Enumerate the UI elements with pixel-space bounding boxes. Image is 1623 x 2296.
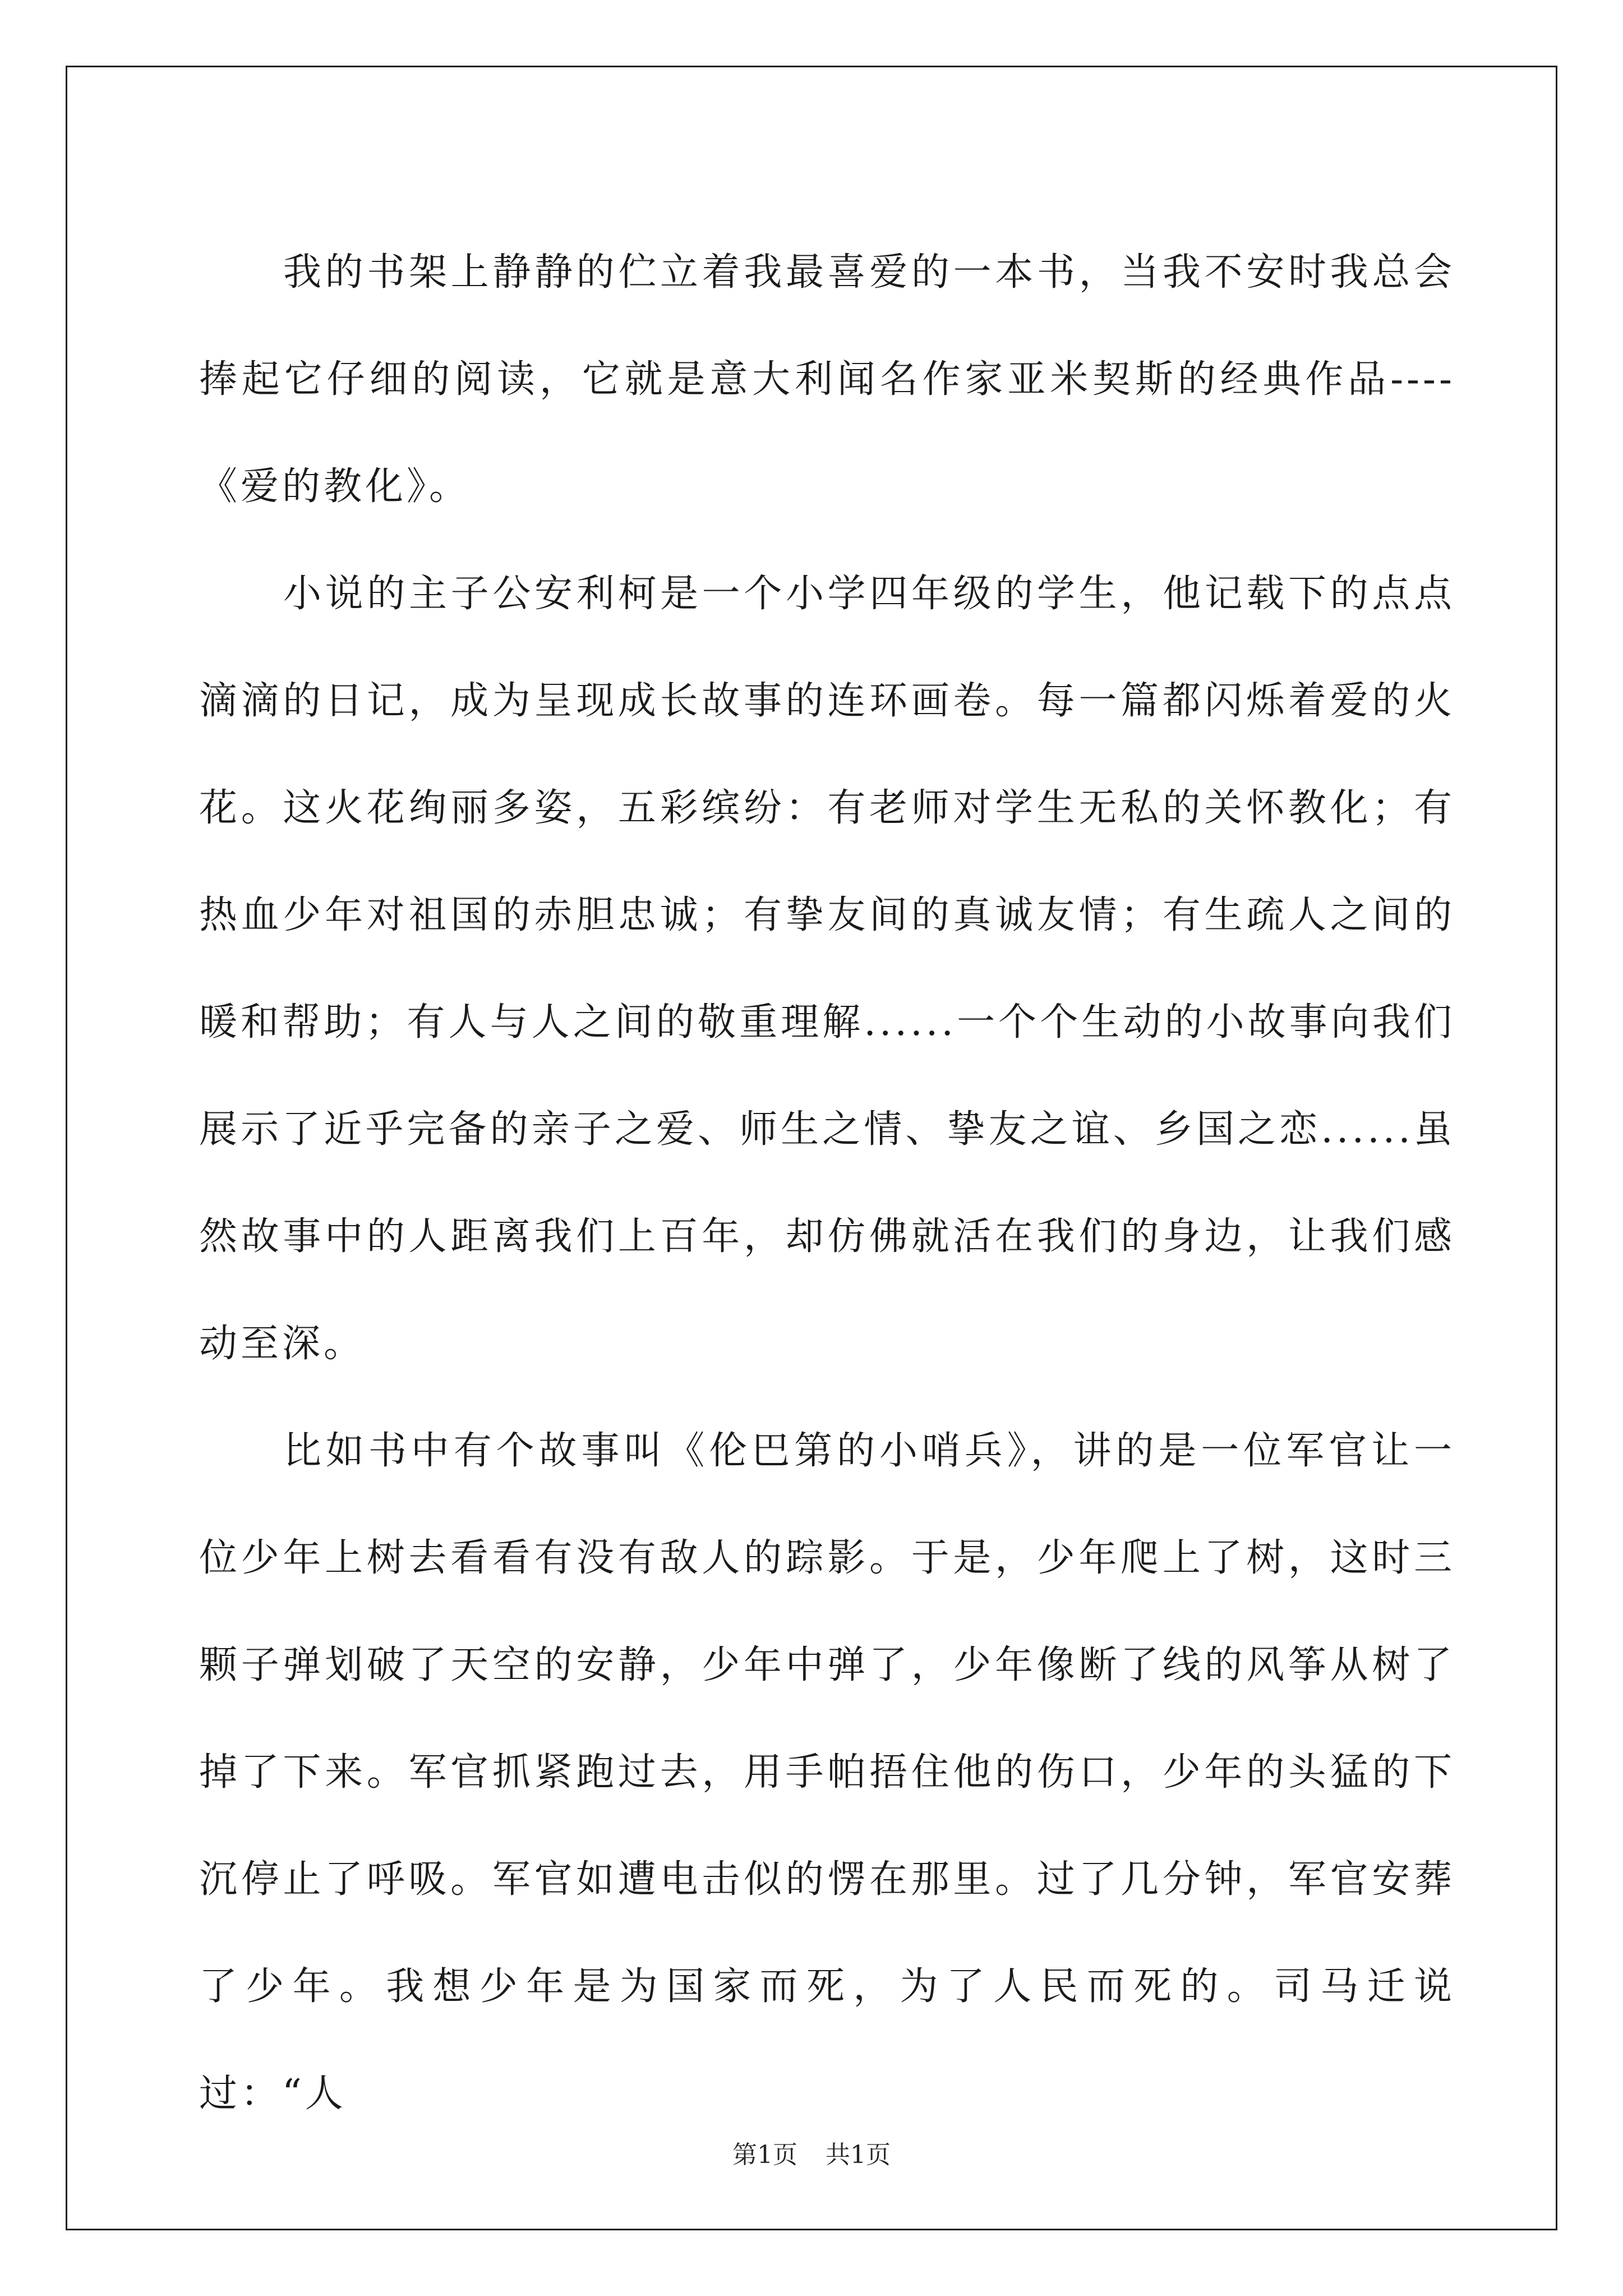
page-footer — [0, 2134, 1623, 2170]
page-total: 共1页 — [826, 2141, 891, 2169]
paragraph-3: 比如书中有个故事叫《伦巴第的小哨兵》，讲的是一位军官让一位少年上树去看看有没有敌人的踪影。于是，少年爬上了树，这时三颗子弹划破了天空的安静，少年中弹了，少年像断了线的风筝从树了掉了下来。军官抓紧跑过去，用手帕捂住他的伤口，少年的头猛的下沉停止了呼吸。军官如遭电击似的愣在那里。过了几分钟，军官安葬了少年。我想少年是为国家而死，为了人民而死的。司马迁说过：“人 — [199, 1429, 1455, 2116]
page-number: 第1页 — [732, 2141, 797, 2169]
paragraph-1: 我的书架上静静的伫立着我最喜爱的一本书，当我不安时我总会捧起它仔细的阅读，它就是意大利闻名作家亚米契斯的经典作品----《爱的教化》。 — [199, 250, 1455, 509]
document-body — [199, 219, 1455, 2147]
paragraph-2: 小说的主子公安利柯是一个小学四年级的学生，他记载下的点点滴滴的日记，成为呈现成长故事的连环画卷。每一篇都闪烁着爱的火花。这火花绚丽多姿，五彩缤纷：有老师对学生无私的关怀教化；有热血少年对祖国的赤胆忠诚；有挚友间的真诚友情；有生疏人之间的暖和帮助；有人与人之间的敬重理解......一个个生动的小故事向我们展示了近乎完备的亲子之爱、师生之情、挚友之谊、乡国之恋......虽然故事中的人距离我们上百年，却仿佛就活在我们的身边，让我们感动至深。 — [199, 572, 1455, 1366]
